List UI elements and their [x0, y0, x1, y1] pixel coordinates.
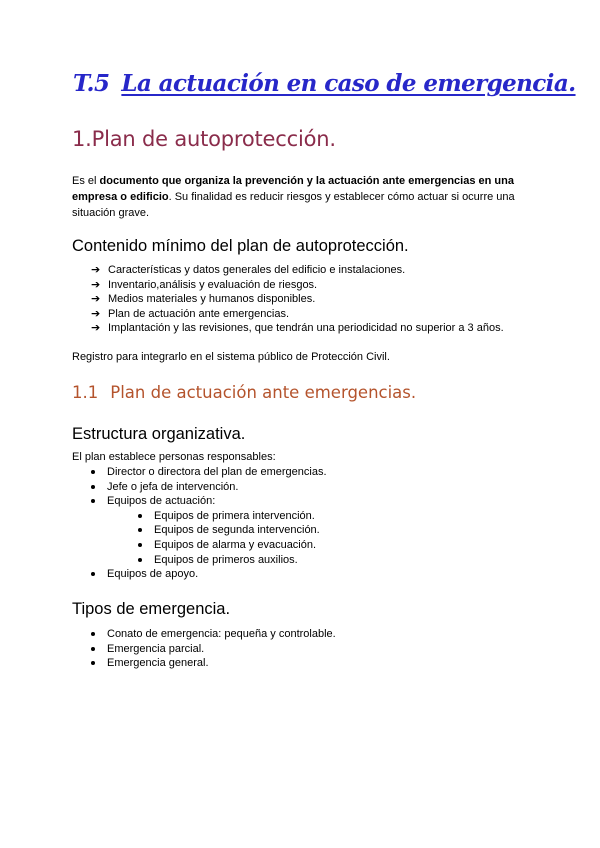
list-item-text: Emergencia general. [107, 657, 209, 670]
bullet-icon [91, 661, 95, 665]
sublist-item [136, 553, 327, 568]
bullet-icon [138, 558, 142, 562]
list-item [91, 278, 504, 293]
list-item-text: Emergencia parcial. [107, 642, 205, 655]
section-heading-plan-autoproteccion: 1.Plan de autoprotección. [72, 127, 336, 151]
arrow-icon: ➔ [91, 307, 101, 320]
sublist-item [136, 523, 327, 538]
list-item [91, 321, 504, 336]
list-item [89, 642, 336, 657]
intro-bold-text: documento que organiza la prevención y la actuación ante emergencias en una empresa o edificio [72, 175, 514, 203]
sublist-item-text: Equipos de primera intervención. [154, 509, 315, 522]
list-item [91, 263, 504, 278]
intro-suffix: . Su finalidad es reducir riesgos y establecer cómo actuar si ocurre una situación grave. [72, 191, 515, 219]
sublist-item-text: Equipos de segunda intervención. [154, 524, 320, 537]
subheading-tipos-emergencia: Tipos de emergencia. [72, 600, 231, 618]
list-item [89, 494, 327, 567]
bullet-icon [91, 485, 95, 489]
arrow-icon: ➔ [91, 278, 101, 291]
subsection-number: 1.1 [72, 383, 99, 402]
arrow-icon: ➔ [91, 293, 101, 306]
list-item-text: Equipos de apoyo. [107, 568, 199, 581]
sublist-item [136, 538, 327, 553]
bullet-icon [138, 528, 142, 532]
subheading-estructura-organizativa: Estructura organizativa. [72, 425, 246, 443]
subheading-contenido-minimo: Contenido mínimo del plan de autoprotección. [72, 237, 409, 255]
list-item [89, 480, 327, 495]
arrow-icon: ➔ [91, 322, 101, 335]
list-item-text: Medios materiales y humanos disponibles. [108, 293, 316, 306]
list-item-text: Jefe o jefa de intervención. [107, 480, 239, 493]
sublist-item-text: Equipos de primeros auxilios. [154, 553, 298, 566]
bullet-icon [91, 499, 95, 503]
bullet-icon [91, 632, 95, 636]
estructura-intro: El plan establece personas responsables: [72, 451, 276, 463]
bullet-icon [91, 647, 95, 651]
list-item-text: Plan de actuación ante emergencias. [108, 307, 290, 320]
list-item [89, 567, 327, 582]
contenido-list [91, 263, 504, 336]
list-item [89, 627, 336, 642]
subsection-heading-text: Plan de actuación ante emergencias. [110, 383, 417, 402]
bullet-icon [91, 572, 95, 576]
list-item-text: Inventario,análisis y evaluación de riesgos. [108, 278, 318, 291]
title-number: T.5 [73, 70, 110, 97]
list-item-text: Director o directora del plan de emergencias. [107, 466, 327, 478]
list-item [89, 656, 336, 671]
equipos-actuacion-sublist [107, 509, 327, 567]
list-item [91, 307, 504, 322]
sublist-item-text: Equipos de alarma y evacuación. [154, 538, 317, 551]
list-item-text: Conato de emergencia: pequeña y controlable. [107, 628, 336, 640]
list-item-text: Implantación y las revisiones, que tendrán una periodicidad no superior a 3 años. [108, 322, 504, 335]
tipos-emergencia-list [89, 627, 336, 671]
title-text: La actuación en caso de emergencia. [121, 70, 576, 97]
list-item [89, 465, 327, 480]
list-item-text: Equipos de actuación: [107, 495, 216, 508]
subsection-heading-plan-actuacion [72, 383, 416, 402]
bullet-icon [91, 470, 95, 474]
responsables-list [89, 465, 327, 582]
list-item-text: Características y datos generales del edificio e instalaciones. [108, 264, 406, 276]
bullet-icon [138, 543, 142, 547]
registro-paragraph: Registro para integrarlo en el sistema público de Protección Civil. [72, 351, 390, 363]
document-title [73, 70, 576, 97]
arrow-icon: ➔ [91, 264, 101, 276]
bullet-icon [138, 514, 142, 518]
list-item [91, 292, 504, 307]
section-intro-paragraph [72, 173, 532, 221]
sublist-item [136, 509, 327, 524]
intro-prefix: Es el [72, 175, 100, 187]
